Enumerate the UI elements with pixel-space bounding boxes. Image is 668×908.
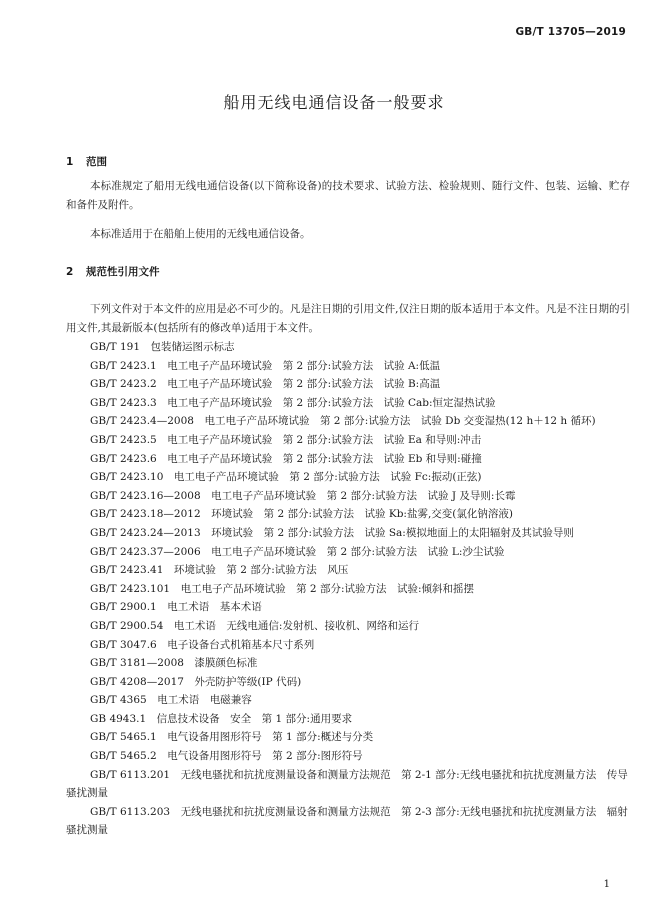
reference-item: GB/T 6113.203 无线电骚扰和抗扰度测量设备和测量方法规范 第 2-3 部分:无线电骚扰和抗扰度测量方法 辐射骚扰测量	[66, 805, 628, 837]
reference-item: GB/T 2423.3 电工电子产品环境试验 第 2 部分:试验方法 试验 Cab:恒定湿热试验	[90, 396, 496, 409]
section-1-paragraph-2: 本标准适用于在船舶上使用的无线电通信设备。	[90, 228, 311, 240]
reference-item: GB/T 2423.4—2008 电工电子产品环境试验 第 2 部分:试验方法 试验 Db 交变湿热(12 h＋12 h 循环)	[90, 415, 596, 428]
reference-item: GB/T 2423.37—2006 电工电子产品环境试验 第 2 部分:试验方法 试验 L:沙尘试验	[90, 545, 505, 558]
reference-item: GB/T 6113.201 无线电骚扰和抗扰度测量设备和测量方法规范 第 2-1 部分:无线电骚扰和抗扰度测量方法 传导骚扰测量	[66, 768, 628, 800]
reference-item: GB/T 2423.24—2013 环境试验 第 2 部分:试验方法 试验 Sa:模拟地面上的太阳辐射及其试验导则	[90, 526, 574, 539]
reference-item: GB/T 2423.16—2008 电工电子产品环境试验 第 2 部分:试验方法 试验 J 及导则:长霉	[90, 489, 516, 502]
reference-item: GB/T 2423.2 电工电子产品环境试验 第 2 部分:试验方法 试验 B:高温	[90, 378, 441, 391]
document-title: 船用无线电通信设备一般要求	[223, 93, 445, 112]
reference-item: GB/T 191 包装储运图示标志	[90, 341, 235, 353]
normative-references-list	[66, 338, 630, 840]
reference-item: GB/T 4208—2017 外壳防护等级(IP 代码)	[90, 675, 302, 688]
reference-item: GB/T 4365 电工术语 电磁兼容	[90, 694, 252, 707]
reference-item: GB/T 2900.1 电工术语 基本术语	[90, 601, 262, 614]
reference-item: GB/T 2423.18—2012 环境试验 第 2 部分:试验方法 试验 Kb:盐雾,交变(氯化钠溶液)	[90, 508, 513, 521]
section-1-heading	[66, 154, 107, 169]
section-number: 2	[66, 266, 74, 278]
standard-number-header: GB/T 13705—2019	[515, 26, 626, 38]
reference-item: GB/T 2423.10 电工电子产品环境试验 第 2 部分:试验方法 试验 Fc:振动(正弦)	[90, 471, 482, 484]
reference-item: GB/T 5465.1 电气设备用图形符号 第 1 部分:概述与分类	[90, 731, 374, 744]
reference-item: GB/T 2423.101 电工电子产品环境试验 第 2 部分:试验方法 试验:倾斜和摇摆	[90, 582, 475, 595]
section-2-heading	[66, 264, 160, 279]
reference-item: GB/T 2423.5 电工电子产品环境试验 第 2 部分:试验方法 试验 Ea 和导则:冲击	[90, 433, 482, 446]
reference-item: GB 4943.1 信息技术设备 安全 第 1 部分:通用要求	[90, 712, 353, 725]
reference-item: GB/T 2423.41 环境试验 第 2 部分:试验方法 风压	[90, 564, 349, 577]
reference-item: GB/T 2423.6 电工电子产品环境试验 第 2 部分:试验方法 试验 Eb 和导则:碰撞	[90, 452, 482, 465]
reference-item: GB/T 2423.1 电工电子产品环境试验 第 2 部分:试验方法 试验 A:低温	[90, 359, 441, 372]
reference-item: GB/T 3047.6 电子设备台式机箱基本尺寸系列	[90, 638, 315, 651]
section-2-paragraph-1: 下列文件对于本文件的应用是必不可少的。凡是注日期的引用文件,仅注日期的版本适用于本文件。凡是不注日期的引用文件,其最新版本(包括所有的修改单)适用于本文件。	[66, 303, 630, 334]
reference-item: GB/T 5465.2 电气设备用图形符号 第 2 部分:图形符号	[90, 750, 363, 763]
page-number: 1	[603, 879, 610, 890]
reference-item: GB/T 3181—2008 漆膜颜色标准	[90, 657, 258, 670]
reference-item: GB/T 2900.54 电工术语 无线电通信:发射机、接收机、网络和运行	[90, 619, 419, 632]
section-number: 1	[66, 156, 74, 168]
section-1-paragraph-1: 本标准规定了船用无线电通信设备(以下简称设备)的技术要求、试验方法、检验规则、随行文件、包装、运输、贮存和备件及附件。	[66, 180, 630, 211]
section-title: 范围	[86, 156, 107, 168]
section-title: 规范性引用文件	[86, 266, 160, 278]
